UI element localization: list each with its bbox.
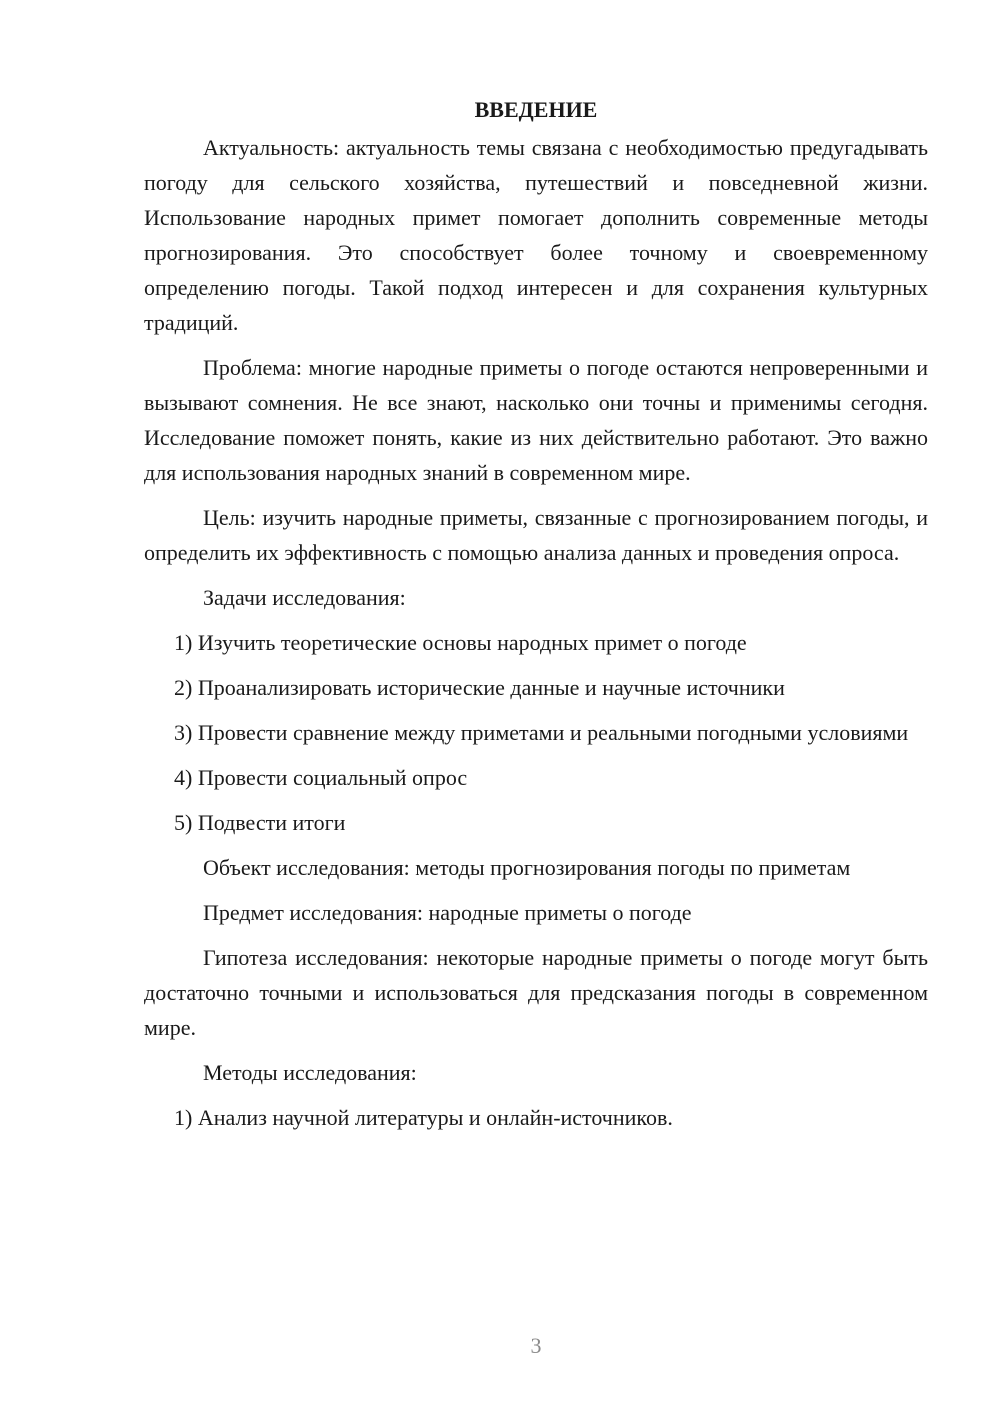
- relevance-paragraph: Актуальность: актуальность темы связана с необходимостью предугадывать погоду для сельского хозяйства, путешествий и повседневной жизни. Использование народных примет помогает дополнить современные методы прогнозирования. Это способствует более точному и своевременному определению погоды. Такой подход интересен и для сохранения культурных традиций.: [144, 135, 928, 335]
- problem-paragraph: Проблема: многие народные приметы о погоде остаются непроверенными и вызывают сомнения. Не все знают, насколько они точны и применимы сегодня. Исследование поможет понять, какие из них действительно работают. Это важно для использования народных знаний в современном мире.: [144, 355, 928, 485]
- task-item-2: 2) Проанализировать исторические данные и научные источники: [174, 675, 785, 700]
- page-title: ВВЕДЕНИЕ: [474, 97, 598, 122]
- subject-paragraph: Предмет исследования: народные приметы о погоде: [203, 900, 692, 925]
- method-item-1: 1) Анализ научной литературы и онлайн-источников.: [174, 1105, 673, 1130]
- methods-title: Методы исследования:: [203, 1060, 417, 1085]
- document-page: [144, 92, 928, 1145]
- goal-paragraph: Цель: изучить народные приметы, связанные с прогнозированием погоды, и определить их эффективность с помощью анализа данных и проведения опроса.: [144, 505, 928, 565]
- hypothesis-paragraph: Гипотеза исследования: некоторые народные приметы о погоде могут быть достаточно точными и использоваться для предсказания погоды в современном мире.: [144, 945, 928, 1040]
- task-item-4: 4) Провести социальный опрос: [174, 765, 468, 790]
- task-item-1: 1) Изучить теоретические основы народных примет о погоде: [174, 630, 747, 655]
- task-item-3: 3) Провести сравнение между приметами и реальными погодными условиями: [174, 720, 909, 745]
- object-paragraph: Объект исследования: методы прогнозирования погоды по приметам: [203, 855, 851, 880]
- page-number: 3: [530, 1333, 542, 1358]
- tasks-title: Задачи исследования:: [203, 585, 406, 610]
- task-item-5: 5) Подвести итоги: [174, 810, 346, 835]
